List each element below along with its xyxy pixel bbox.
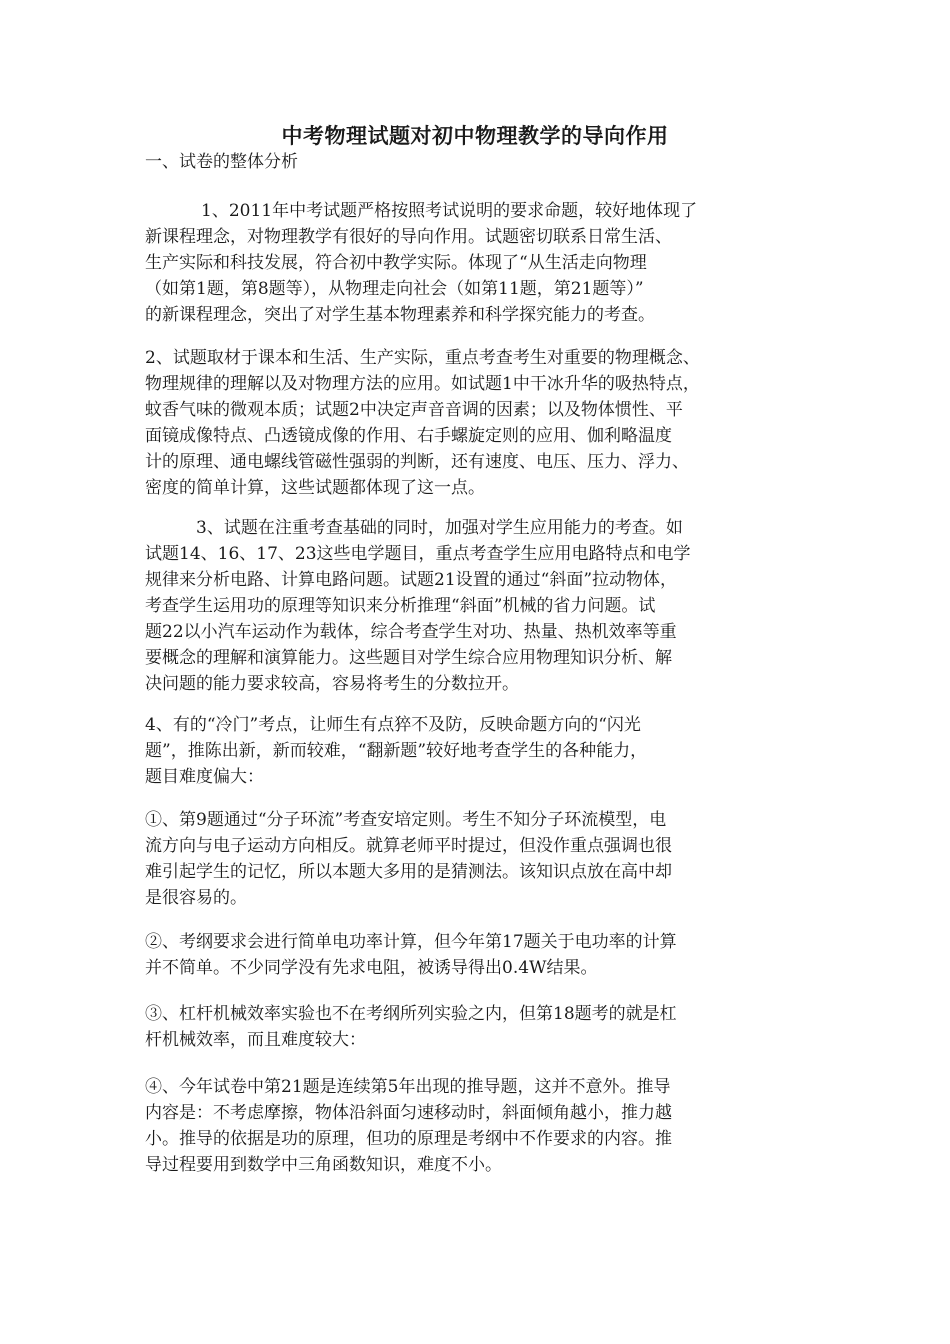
paragraph-5 — [145, 807, 825, 911]
paragraph-line: ②、考纲要求会进行简单电功率计算，但今年第17题关于电功率的计算 — [145, 932, 677, 952]
paragraph-2 — [145, 345, 825, 501]
paragraph-line: ④、今年试卷中第21题是连续第5年出现的推导题，这并不意外。推导 — [145, 1077, 671, 1097]
paragraph-line: 蚊香气味的微观本质；试题2中决定声音音调的因素；以及物体惯性、平 — [145, 400, 683, 420]
paragraph-1 — [145, 198, 825, 328]
paragraph-line: 1、2011年中考试题严格按照考试说明的要求命题，较好地体现了 — [201, 201, 698, 221]
paragraph-line: 题22以小汽车运动作为载体，综合考查学生对功、热量、热机效率等重 — [145, 622, 677, 642]
paragraph-line: 试题14、16、17、23这些电学题目，重点考查学生应用电路特点和电学 — [145, 544, 691, 564]
paragraph-line: 导过程要用到数学中三角函数知识，难度不小。 — [145, 1155, 502, 1175]
paragraph-line: 密度的简单计算，这些试题都体现了这一点。 — [145, 478, 485, 498]
paragraph-4 — [145, 712, 825, 790]
paragraph-line: 生产实际和科技发展，符合初中教学实际。体现了“从生活走向物理 — [145, 253, 647, 273]
paragraph-3 — [145, 515, 825, 697]
paragraph-line: 是很容易的。 — [145, 888, 247, 908]
section-heading: 一、试卷的整体分析 — [145, 152, 298, 172]
paragraph-line: 小。推导的依据是功的原理，但功的原理是考纲中不作要求的内容。推 — [145, 1129, 672, 1149]
paragraph-line: 物理规律的理解以及对物理方法的应用。如试题1中干冰升华的吸热特点， — [145, 374, 700, 394]
paragraph-line: 计的原理、通电螺线管磁性强弱的判断，还有速度、电压、压力、浮力、 — [145, 452, 689, 472]
paragraph-line: 决问题的能力要求较高，容易将考生的分数拉开。 — [145, 674, 519, 694]
paragraph-line: 流方向与电子运动方向相反。就算老师平时提过，但没作重点强调也很 — [145, 836, 672, 856]
paragraph-line: （如第1题，第8题等），从物理走向社会（如第11题，第21题等）” — [145, 279, 644, 299]
paragraph-line: 4、有的“冷门”考点，让师生有点猝不及防，反映命题方向的“闪光 — [145, 715, 641, 735]
paragraph-7 — [145, 1001, 825, 1053]
paragraph-line: 题目难度偏大： — [145, 767, 264, 787]
paragraph-line: 新课程理念，对物理教学有很好的导向作用。试题密切联系日常生活、 — [145, 227, 672, 247]
paragraph-line: 题”，推陈出新，新而较难，“翻新题”较好地考查学生的各种能力， — [145, 741, 648, 761]
paragraph-6 — [145, 929, 825, 981]
document-title: 中考物理试题对初中物理教学的导向作用 — [281, 123, 669, 148]
paragraph-line: 内容是：不考虑摩擦，物体沿斜面匀速移动时，斜面倾角越小，推力越 — [145, 1103, 672, 1123]
paragraph-line: 规律来分析电路、计算电路问题。试题21设置的通过“斜面”拉动物体， — [145, 570, 678, 590]
paragraph-8 — [145, 1074, 825, 1178]
paragraph-line: 面镜成像特点、凸透镜成像的作用、右手螺旋定则的应用、伽利略温度 — [145, 426, 672, 446]
paragraph-line: 考查学生运用功的原理等知识来分析推理“斜面”机械的省力问题。试 — [145, 596, 656, 616]
paragraph-line: ①、第9题通过“分子环流”考查安培定则。考生不知分子环流模型，电 — [145, 810, 667, 830]
paragraph-line: ③、杠杆机械效率实验也不在考纲所列实验之内，但第18题考的就是杠 — [145, 1004, 677, 1024]
paragraph-line: 杆机械效率，而且难度较大： — [145, 1030, 366, 1050]
paragraph-line: 要概念的理解和演算能力。这些题目对学生综合应用物理知识分析、解 — [145, 648, 672, 668]
paragraph-line: 3、试题在注重考查基础的同时，加强对学生应用能力的考查。如 — [196, 518, 683, 538]
paragraph-line: 并不简单。不少同学没有先求电阻，被诱导得出0.4W结果。 — [145, 958, 598, 978]
paragraph-line: 的新课程理念，突出了对学生基本物理素养和科学探究能力的考查。 — [145, 305, 655, 325]
paragraph-line: 难引起学生的记忆，所以本题大多用的是猜测法。该知识点放在高中却 — [145, 862, 672, 882]
paragraph-line: 2、试题取材于课本和生活、生产实际，重点考查考生对重要的物理概念、 — [145, 348, 700, 368]
